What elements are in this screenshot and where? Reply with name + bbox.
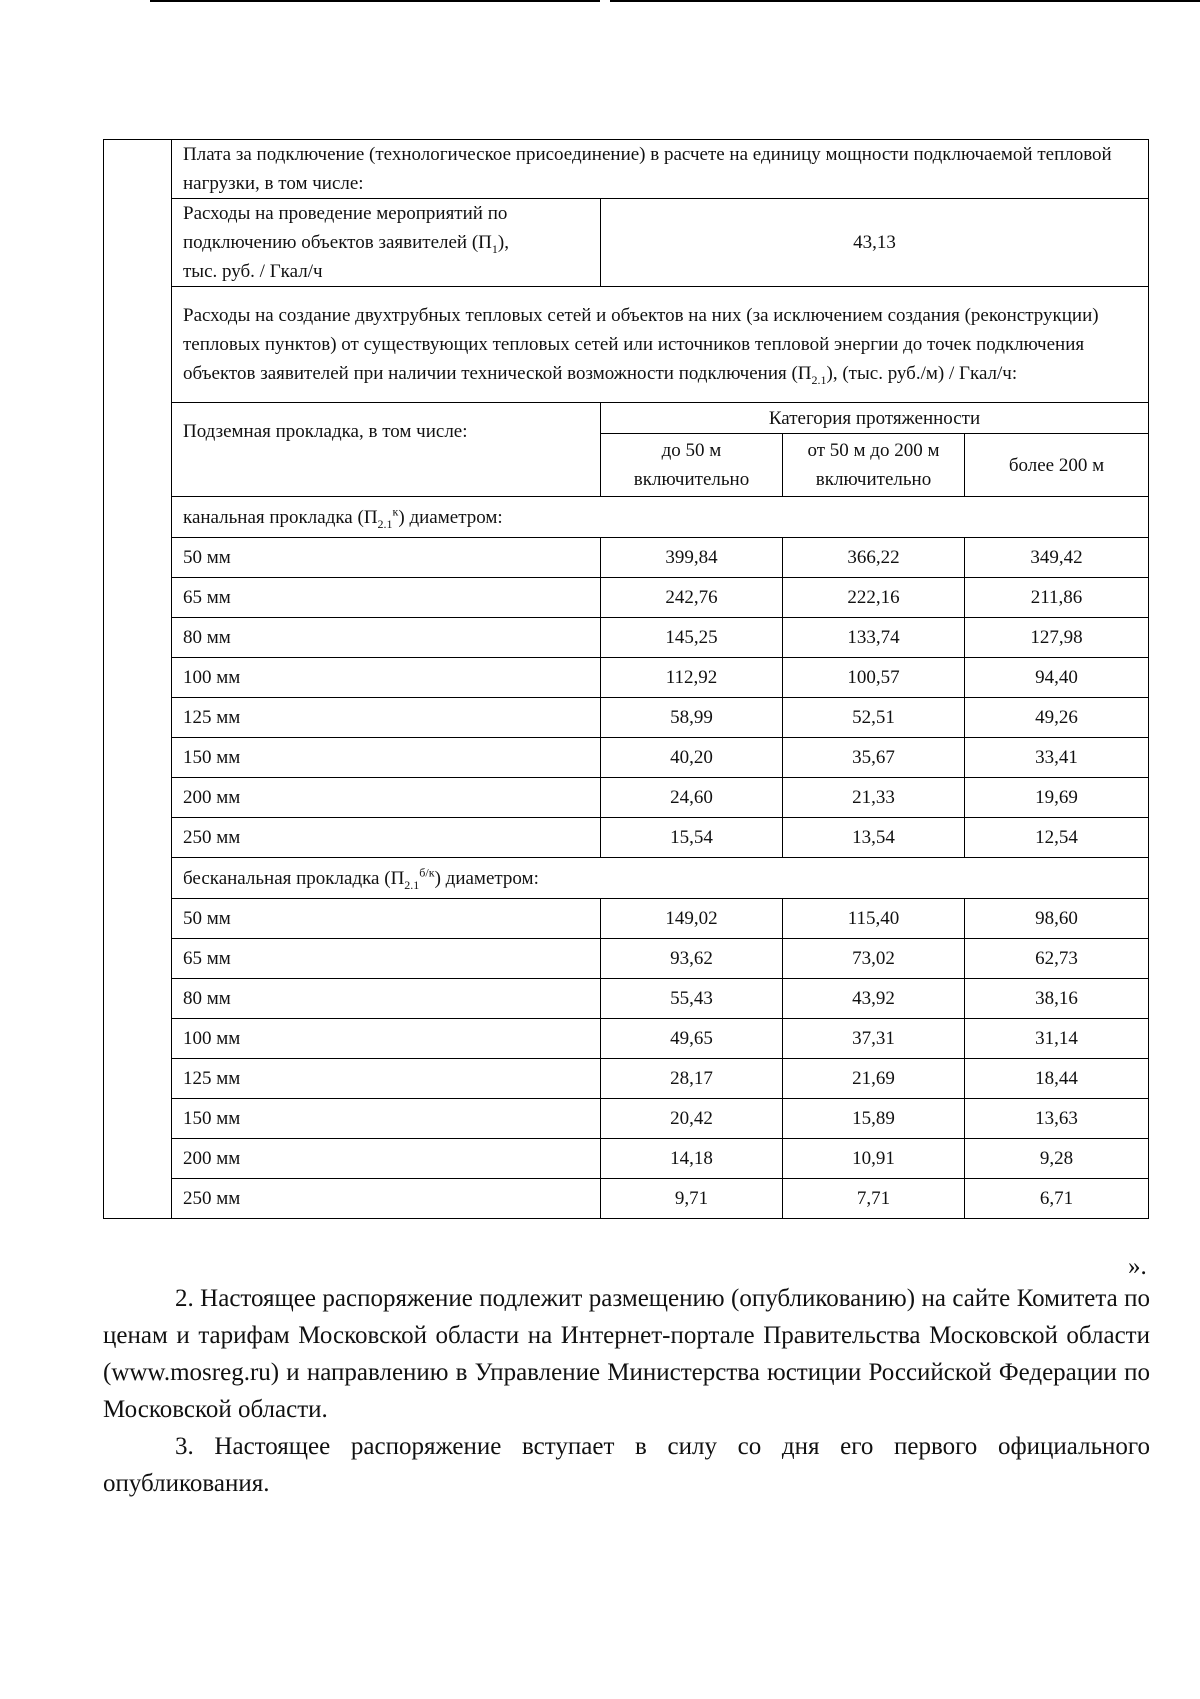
channel-value-over-200: 12,54 xyxy=(965,818,1149,858)
channel-row xyxy=(104,778,1149,818)
channelless-diameter: 125 мм xyxy=(172,1059,601,1099)
length-category-header: Категория протяженности xyxy=(601,403,1149,434)
underground-header: Подземная прокладка, в том числе: xyxy=(172,403,601,497)
channel-diameter: 200 мм xyxy=(172,778,601,818)
channel-value-50-to-200: 21,33 xyxy=(783,778,965,818)
channel-value-up-to-50: 40,20 xyxy=(601,738,783,778)
channel-value-50-to-200: 222,16 xyxy=(783,578,965,618)
channel-value-50-to-200: 366,22 xyxy=(783,538,965,578)
channel-value-over-200: 211,86 xyxy=(965,578,1149,618)
p21-row xyxy=(104,287,1149,403)
closing-quote: ». xyxy=(1128,1253,1147,1280)
channelless-value-over-200: 31,14 xyxy=(965,1019,1149,1059)
channelless-value-over-200: 98,60 xyxy=(965,899,1149,939)
channelless-value-up-to-50: 49,65 xyxy=(601,1019,783,1059)
paragraph-2: 2. Настоящее распоряжение подлежит размещению (опубликованию) на сайте Комитета по ценам и тарифам Московской области на Интернет-портале Правительства Московской области (www.mosreg.ru) и направлению в Управление Министерства юстиции Российской Федерации по Московской области. xyxy=(103,1285,1150,1423)
channel-diameter: 50 мм xyxy=(172,538,601,578)
channelless-section-row xyxy=(104,858,1149,899)
empty-index-column xyxy=(104,140,172,1219)
channel-value-50-to-200: 13,54 xyxy=(783,818,965,858)
channel-section-row xyxy=(104,497,1149,538)
channel-value-up-to-50: 399,84 xyxy=(601,538,783,578)
channelless-diameter: 65 мм xyxy=(172,939,601,979)
p1-label: Расходы на проведение мероприятий по подключению объектов заявителей $(П_1)$, тыс. руб. / Гкал/ч xyxy=(172,199,601,287)
channelless-value-up-to-50: 20,42 xyxy=(601,1099,783,1139)
channelless-value-up-to-50: 55,43 xyxy=(601,979,783,1019)
col-50-to-200: от 50 м до 200 м включительно xyxy=(783,434,965,497)
channel-row xyxy=(104,738,1149,778)
scan-edge-line xyxy=(150,0,600,2)
channel-value-up-to-50: 145,25 xyxy=(601,618,783,658)
channel-value-up-to-50: 24,60 xyxy=(601,778,783,818)
channel-value-up-to-50: 58,99 xyxy=(601,698,783,738)
tariff-table xyxy=(103,139,1149,1219)
channelless-value-over-200: 38,16 xyxy=(965,979,1149,1019)
channel-diameter: 150 мм xyxy=(172,738,601,778)
channelless-value-50-to-200: 115,40 xyxy=(783,899,965,939)
channelless-value-over-200: 9,28 xyxy=(965,1139,1149,1179)
channelless-value-50-to-200: 15,89 xyxy=(783,1099,965,1139)
channel-diameter: 100 мм xyxy=(172,658,601,698)
channelless-value-over-200: 13,63 xyxy=(965,1099,1149,1139)
channelless-value-50-to-200: 73,02 xyxy=(783,939,965,979)
channel-value-up-to-50: 242,76 xyxy=(601,578,783,618)
channelless-value-up-to-50: 28,17 xyxy=(601,1059,783,1099)
channelless-row xyxy=(104,1059,1149,1099)
channel-value-50-to-200: 35,67 xyxy=(783,738,965,778)
channel-row xyxy=(104,538,1149,578)
channelless-row xyxy=(104,1019,1149,1059)
channel-diameter: 65 мм xyxy=(172,578,601,618)
channelless-value-up-to-50: 9,71 xyxy=(601,1179,783,1219)
channelless-row xyxy=(104,899,1149,939)
paragraph-3: 3. Настоящее распоряжение вступает в силу со дня его первого официального опубликования. xyxy=(103,1433,1150,1497)
col-over-200: более 200 м xyxy=(965,434,1149,497)
channel-diameter: 80 мм xyxy=(172,618,601,658)
channelless-value-over-200: 6,71 xyxy=(965,1179,1149,1219)
channelless-diameter: 250 мм xyxy=(172,1179,601,1219)
channel-value-50-to-200: 133,74 xyxy=(783,618,965,658)
channel-value-over-200: 19,69 xyxy=(965,778,1149,818)
p1-value: 43,13 xyxy=(601,199,1149,287)
channel-value-up-to-50: 112,92 xyxy=(601,658,783,698)
channelless-section-label: бесканальная прокладка $(П_{2.1}^{б/к})$ диаметром: xyxy=(172,858,1149,899)
channel-value-up-to-50: 15,54 xyxy=(601,818,783,858)
channelless-row xyxy=(104,1139,1149,1179)
channelless-value-up-to-50: 14,18 xyxy=(601,1139,783,1179)
channelless-diameter: 150 мм xyxy=(172,1099,601,1139)
channel-value-over-200: 127,98 xyxy=(965,618,1149,658)
category-group-row xyxy=(104,403,1149,434)
channel-row xyxy=(104,658,1149,698)
channelless-value-50-to-200: 43,92 xyxy=(783,979,965,1019)
channelless-row xyxy=(104,979,1149,1019)
channel-row xyxy=(104,618,1149,658)
p1-row xyxy=(104,199,1149,287)
channel-value-50-to-200: 52,51 xyxy=(783,698,965,738)
col-up-to-50: до 50 м включительно xyxy=(601,434,783,497)
channelless-diameter: 200 мм xyxy=(172,1139,601,1179)
scan-edge-line xyxy=(610,0,1200,2)
channel-row xyxy=(104,818,1149,858)
payment-title-row xyxy=(104,140,1149,199)
channelless-value-over-200: 62,73 xyxy=(965,939,1149,979)
channel-value-over-200: 94,40 xyxy=(965,658,1149,698)
channel-section-label: канальная прокладка $(П_{2.1}^к)$ диаметром: xyxy=(172,497,1149,538)
payment-title: Плата за подключение (технологическое присоединение) в расчете на единицу мощности подключаемой тепловой нагрузки, в том числе: xyxy=(172,140,1149,199)
channelless-row xyxy=(104,1179,1149,1219)
channelless-diameter: 50 мм xyxy=(172,899,601,939)
channelless-value-50-to-200: 37,31 xyxy=(783,1019,965,1059)
channel-diameter: 125 мм xyxy=(172,698,601,738)
channelless-diameter: 100 мм xyxy=(172,1019,601,1059)
channel-value-over-200: 349,42 xyxy=(965,538,1149,578)
channelless-value-50-to-200: 10,91 xyxy=(783,1139,965,1179)
channel-diameter: 250 мм xyxy=(172,818,601,858)
channelless-value-up-to-50: 149,02 xyxy=(601,899,783,939)
channelless-diameter: 80 мм xyxy=(172,979,601,1019)
channel-row xyxy=(104,698,1149,738)
channel-value-over-200: 49,26 xyxy=(965,698,1149,738)
channel-value-50-to-200: 100,57 xyxy=(783,658,965,698)
channel-value-over-200: 33,41 xyxy=(965,738,1149,778)
channelless-value-up-to-50: 93,62 xyxy=(601,939,783,979)
channelless-row xyxy=(104,1099,1149,1139)
channelless-value-50-to-200: 21,69 xyxy=(783,1059,965,1099)
channelless-value-over-200: 18,44 xyxy=(965,1059,1149,1099)
channelless-row xyxy=(104,939,1149,979)
channel-row xyxy=(104,578,1149,618)
channelless-value-50-to-200: 7,71 xyxy=(783,1179,965,1219)
p21-description: Расходы на создание двухтрубных тепловых сетей и объектов на них (за исключением создания (реконструкции) тепловых пунктов) от существующих тепловых сетей или источников тепловой энергии до точек подключения объектов заявителей при наличии технической возможности подключения $(П_{2.1})$, (тыс. руб./м) / Гкал/ч: xyxy=(172,287,1149,403)
